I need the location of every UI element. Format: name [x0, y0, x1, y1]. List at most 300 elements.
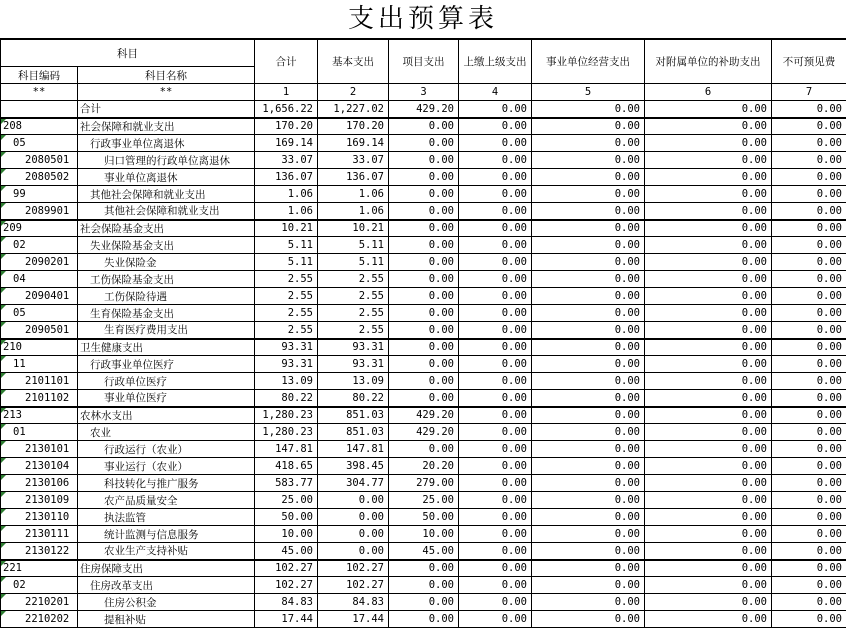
amount-cell[interactable]: 0.00 [532, 356, 645, 373]
table-row[interactable] [1, 492, 846, 509]
amount-cell[interactable]: 84.83 [318, 594, 389, 611]
amount-cell[interactable]: 0.00 [459, 322, 532, 339]
amount-cell[interactable]: 0.00 [645, 220, 772, 237]
subject-name-cell[interactable]: 执法监管 [78, 509, 255, 526]
amount-cell[interactable]: 0.00 [389, 560, 459, 577]
amount-cell[interactable]: 0.00 [532, 288, 645, 305]
table-row[interactable] [1, 322, 846, 339]
amount-cell[interactable]: 0.00 [772, 458, 846, 475]
amount-cell[interactable]: 0.00 [772, 611, 846, 628]
amount-cell[interactable]: 0.00 [459, 135, 532, 152]
amount-cell[interactable]: 5.11 [318, 237, 389, 254]
subject-name-cell[interactable]: 工伤保险待遇 [78, 288, 255, 305]
amount-cell[interactable]: 0.00 [645, 169, 772, 186]
amount-cell[interactable]: 0.00 [459, 186, 532, 203]
table-row[interactable] [1, 305, 846, 322]
table-row[interactable] [1, 577, 846, 594]
amount-cell[interactable]: 429.20 [389, 101, 459, 118]
amount-cell[interactable]: 0.00 [459, 458, 532, 475]
subject-code-cell[interactable] [1, 220, 78, 237]
amount-cell[interactable]: 0.00 [532, 509, 645, 526]
amount-cell[interactable]: 0.00 [459, 118, 532, 135]
amount-cell[interactable]: 17.44 [255, 611, 318, 628]
amount-cell[interactable]: 0.00 [389, 305, 459, 322]
subject-name-cell[interactable]: 统计监测与信息服务 [78, 526, 255, 543]
amount-cell[interactable]: 10.00 [255, 526, 318, 543]
amount-cell[interactable]: 0.00 [459, 305, 532, 322]
amount-cell[interactable]: 0.00 [389, 203, 459, 220]
amount-cell[interactable]: 0.00 [532, 152, 645, 169]
amount-cell[interactable]: 0.00 [389, 390, 459, 407]
amount-cell[interactable]: 0.00 [532, 237, 645, 254]
amount-cell[interactable]: 0.00 [645, 305, 772, 322]
amount-cell[interactable]: 102.27 [318, 560, 389, 577]
amount-cell[interactable]: 2.55 [318, 322, 389, 339]
subject-code-cell[interactable] [1, 152, 78, 169]
table-row[interactable] [1, 135, 846, 152]
amount-cell[interactable]: 0.00 [772, 441, 846, 458]
subject-code-cell[interactable] [1, 373, 78, 390]
table-row[interactable] [1, 101, 846, 118]
amount-cell[interactable]: 0.00 [772, 577, 846, 594]
amount-cell[interactable]: 0.00 [532, 594, 645, 611]
amount-cell[interactable]: 0.00 [645, 475, 772, 492]
amount-cell[interactable]: 1,656.22 [255, 101, 318, 118]
amount-cell[interactable]: 13.09 [318, 373, 389, 390]
subject-name-cell[interactable]: 农产品质量安全 [78, 492, 255, 509]
amount-cell[interactable]: 0.00 [459, 526, 532, 543]
amount-cell[interactable]: 2.55 [255, 322, 318, 339]
amount-cell[interactable]: 0.00 [532, 475, 645, 492]
amount-cell[interactable]: 0.00 [645, 288, 772, 305]
amount-cell[interactable]: 0.00 [772, 203, 846, 220]
subject-name-cell[interactable]: 生育医疗费用支出 [78, 322, 255, 339]
subject-code-cell[interactable] [1, 186, 78, 203]
amount-cell[interactable]: 0.00 [645, 356, 772, 373]
amount-cell[interactable]: 0.00 [459, 543, 532, 560]
amount-cell[interactable]: 0.00 [772, 543, 846, 560]
subject-name-cell[interactable]: 住房公积金 [78, 594, 255, 611]
amount-cell[interactable]: 0.00 [459, 203, 532, 220]
subject-code-cell[interactable] [1, 492, 78, 509]
table-row[interactable] [1, 526, 846, 543]
subject-name-cell[interactable]: 工伤保险基金支出 [78, 271, 255, 288]
amount-cell[interactable]: 0.00 [532, 560, 645, 577]
table-row[interactable] [1, 339, 846, 356]
amount-cell[interactable]: 25.00 [389, 492, 459, 509]
amount-cell[interactable]: 0.00 [645, 441, 772, 458]
amount-cell[interactable]: 136.07 [255, 169, 318, 186]
subject-name-cell[interactable]: 生育保险基金支出 [78, 305, 255, 322]
table-row[interactable] [1, 594, 846, 611]
amount-cell[interactable]: 0.00 [459, 492, 532, 509]
table-row[interactable] [1, 237, 846, 254]
subject-code-cell[interactable] [1, 271, 78, 288]
subject-name-cell[interactable]: 社会保险基金支出 [78, 220, 255, 237]
amount-cell[interactable]: 0.00 [532, 118, 645, 135]
amount-cell[interactable]: 0.00 [389, 220, 459, 237]
amount-cell[interactable]: 0.00 [389, 339, 459, 356]
amount-cell[interactable]: 20.20 [389, 458, 459, 475]
amount-cell[interactable]: 0.00 [772, 271, 846, 288]
amount-cell[interactable]: 0.00 [389, 186, 459, 203]
amount-cell[interactable]: 851.03 [318, 424, 389, 441]
amount-cell[interactable]: 0.00 [772, 475, 846, 492]
amount-cell[interactable]: 0.00 [459, 339, 532, 356]
subject-name-cell[interactable]: 事业运行（农业） [78, 458, 255, 475]
amount-cell[interactable]: 2.55 [318, 305, 389, 322]
amount-cell[interactable]: 0.00 [459, 220, 532, 237]
amount-cell[interactable]: 0.00 [532, 101, 645, 118]
amount-cell[interactable]: 0.00 [459, 237, 532, 254]
amount-cell[interactable]: 0.00 [532, 390, 645, 407]
subject-name-cell[interactable]: 事业单位离退休 [78, 169, 255, 186]
subject-name-cell[interactable]: 失业保险基金支出 [78, 237, 255, 254]
amount-cell[interactable]: 0.00 [389, 577, 459, 594]
amount-cell[interactable]: 0.00 [645, 322, 772, 339]
table-row[interactable] [1, 458, 846, 475]
subject-name-cell[interactable]: 行政事业单位医疗 [78, 356, 255, 373]
amount-cell[interactable]: 45.00 [255, 543, 318, 560]
amount-cell[interactable]: 5.11 [255, 254, 318, 271]
subject-name-cell[interactable]: 住房改革支出 [78, 577, 255, 594]
amount-cell[interactable]: 93.31 [318, 339, 389, 356]
table-row[interactable] [1, 271, 846, 288]
subject-name-cell[interactable]: 农业 [78, 424, 255, 441]
table-row[interactable] [1, 407, 846, 424]
amount-cell[interactable]: 0.00 [772, 509, 846, 526]
amount-cell[interactable]: 13.09 [255, 373, 318, 390]
amount-cell[interactable]: 0.00 [459, 288, 532, 305]
subject-code-cell[interactable] [1, 594, 78, 611]
amount-cell[interactable]: 0.00 [459, 152, 532, 169]
amount-cell[interactable]: 0.00 [645, 135, 772, 152]
subject-name-cell[interactable]: 科技转化与推广服务 [78, 475, 255, 492]
amount-cell[interactable]: 0.00 [772, 526, 846, 543]
amount-cell[interactable]: 0.00 [318, 492, 389, 509]
amount-cell[interactable]: 0.00 [532, 203, 645, 220]
amount-cell[interactable]: 0.00 [532, 407, 645, 424]
amount-cell[interactable]: 0.00 [645, 458, 772, 475]
subject-code-cell[interactable] [1, 101, 78, 118]
table-row[interactable] [1, 373, 846, 390]
amount-cell[interactable]: 0.00 [645, 407, 772, 424]
subject-name-cell[interactable]: 行政事业单位离退休 [78, 135, 255, 152]
amount-cell[interactable]: 0.00 [532, 543, 645, 560]
table-row[interactable] [1, 186, 846, 203]
amount-cell[interactable]: 50.00 [255, 509, 318, 526]
amount-cell[interactable]: 2.55 [255, 271, 318, 288]
amount-cell[interactable]: 93.31 [255, 339, 318, 356]
amount-cell[interactable]: 0.00 [318, 526, 389, 543]
amount-cell[interactable]: 0.00 [645, 152, 772, 169]
amount-cell[interactable]: 2.55 [255, 305, 318, 322]
amount-cell[interactable]: 0.00 [772, 373, 846, 390]
amount-cell[interactable]: 10.21 [255, 220, 318, 237]
amount-cell[interactable]: 0.00 [318, 543, 389, 560]
amount-cell[interactable]: 0.00 [532, 135, 645, 152]
amount-cell[interactable]: 0.00 [645, 101, 772, 118]
amount-cell[interactable]: 33.07 [255, 152, 318, 169]
amount-cell[interactable]: 0.00 [645, 271, 772, 288]
amount-cell[interactable]: 0.00 [645, 186, 772, 203]
amount-cell[interactable]: 0.00 [532, 322, 645, 339]
header-code[interactable]: 科目编码 [1, 67, 78, 84]
amount-cell[interactable]: 102.27 [318, 577, 389, 594]
amount-cell[interactable]: 0.00 [532, 169, 645, 186]
amount-cell[interactable]: 0.00 [772, 424, 846, 441]
subject-name-cell[interactable]: 其他社会保障和就业支出 [78, 203, 255, 220]
table-row[interactable] [1, 441, 846, 458]
amount-cell[interactable]: 93.31 [318, 356, 389, 373]
subject-name-cell[interactable]: 行政单位医疗 [78, 373, 255, 390]
table-row[interactable] [1, 509, 846, 526]
amount-cell[interactable]: 102.27 [255, 560, 318, 577]
table-row[interactable] [1, 288, 846, 305]
amount-cell[interactable]: 2.55 [318, 288, 389, 305]
subject-code-cell[interactable] [1, 135, 78, 152]
subject-code-cell[interactable] [1, 560, 78, 577]
subject-code-cell[interactable] [1, 424, 78, 441]
amount-cell[interactable]: 0.00 [532, 254, 645, 271]
amount-cell[interactable]: 0.00 [318, 509, 389, 526]
amount-cell[interactable]: 0.00 [772, 135, 846, 152]
amount-cell[interactable]: 25.00 [255, 492, 318, 509]
amount-cell[interactable]: 0.00 [532, 424, 645, 441]
amount-cell[interactable]: 102.27 [255, 577, 318, 594]
subject-code-cell[interactable] [1, 118, 78, 135]
amount-cell[interactable]: 0.00 [389, 237, 459, 254]
amount-cell[interactable]: 0.00 [645, 560, 772, 577]
amount-cell[interactable]: 0.00 [772, 356, 846, 373]
table-row[interactable] [1, 560, 846, 577]
amount-cell[interactable]: 0.00 [459, 101, 532, 118]
subject-name-cell[interactable]: 失业保险金 [78, 254, 255, 271]
amount-cell[interactable]: 50.00 [389, 509, 459, 526]
amount-cell[interactable]: 0.00 [645, 237, 772, 254]
amount-cell[interactable]: 418.65 [255, 458, 318, 475]
amount-cell[interactable]: 0.00 [532, 186, 645, 203]
subject-code-cell[interactable] [1, 339, 78, 356]
subject-code-cell[interactable] [1, 407, 78, 424]
amount-cell[interactable]: 169.14 [318, 135, 389, 152]
table-row[interactable] [1, 118, 846, 135]
subject-code-cell[interactable] [1, 390, 78, 407]
amount-cell[interactable]: 0.00 [532, 611, 645, 628]
amount-cell[interactable]: 0.00 [532, 305, 645, 322]
amount-cell[interactable]: 1.06 [255, 186, 318, 203]
table-row[interactable] [1, 390, 846, 407]
table-row[interactable] [1, 424, 846, 441]
amount-cell[interactable]: 80.22 [318, 390, 389, 407]
subject-name-cell[interactable]: 农林水支出 [78, 407, 255, 424]
amount-cell[interactable]: 0.00 [645, 339, 772, 356]
amount-cell[interactable]: 0.00 [645, 203, 772, 220]
amount-cell[interactable]: 1,280.23 [255, 407, 318, 424]
amount-cell[interactable]: 0.00 [459, 594, 532, 611]
table-row[interactable] [1, 543, 846, 560]
subject-code-cell[interactable] [1, 441, 78, 458]
table-row[interactable] [1, 203, 846, 220]
subject-code-cell[interactable] [1, 458, 78, 475]
header-upper[interactable]: 上缴上级支出 [459, 40, 532, 84]
amount-cell[interactable]: 0.00 [532, 458, 645, 475]
amount-cell[interactable]: 0.00 [389, 322, 459, 339]
amount-cell[interactable]: 0.00 [645, 611, 772, 628]
subject-code-cell[interactable] [1, 237, 78, 254]
subject-name-cell[interactable]: 行政运行（农业） [78, 441, 255, 458]
amount-cell[interactable]: 0.00 [532, 339, 645, 356]
amount-cell[interactable]: 5.11 [255, 237, 318, 254]
header-subsidy[interactable]: 对附属单位的补助支出 [645, 40, 772, 84]
amount-cell[interactable]: 0.00 [532, 373, 645, 390]
amount-cell[interactable]: 0.00 [645, 543, 772, 560]
subject-code-cell[interactable] [1, 305, 78, 322]
amount-cell[interactable]: 0.00 [772, 492, 846, 509]
table-row[interactable] [1, 169, 846, 186]
amount-cell[interactable]: 0.00 [772, 407, 846, 424]
amount-cell[interactable]: 0.00 [389, 288, 459, 305]
subject-name-cell[interactable]: 事业单位医疗 [78, 390, 255, 407]
amount-cell[interactable]: 84.83 [255, 594, 318, 611]
amount-cell[interactable]: 10.21 [318, 220, 389, 237]
amount-cell[interactable]: 0.00 [532, 577, 645, 594]
subject-name-cell[interactable]: 社会保障和就业支出 [78, 118, 255, 135]
amount-cell[interactable]: 0.00 [389, 254, 459, 271]
amount-cell[interactable]: 429.20 [389, 407, 459, 424]
subject-name-cell[interactable]: 提租补贴 [78, 611, 255, 628]
amount-cell[interactable]: 0.00 [459, 390, 532, 407]
amount-cell[interactable]: 170.20 [255, 118, 318, 135]
amount-cell[interactable]: 0.00 [532, 492, 645, 509]
subject-name-cell[interactable]: 卫生健康支出 [78, 339, 255, 356]
amount-cell[interactable]: 279.00 [389, 475, 459, 492]
amount-cell[interactable]: 0.00 [459, 509, 532, 526]
amount-cell[interactable]: 0.00 [772, 169, 846, 186]
amount-cell[interactable]: 0.00 [645, 492, 772, 509]
amount-cell[interactable]: 0.00 [459, 407, 532, 424]
amount-cell[interactable]: 0.00 [772, 220, 846, 237]
amount-cell[interactable]: 1.06 [318, 186, 389, 203]
subject-code-cell[interactable] [1, 322, 78, 339]
amount-cell[interactable]: 1.06 [255, 203, 318, 220]
header-project[interactable]: 项目支出 [389, 40, 459, 84]
amount-cell[interactable]: 0.00 [389, 169, 459, 186]
header-name[interactable]: 科目名称 [78, 67, 255, 84]
amount-cell[interactable]: 0.00 [645, 373, 772, 390]
amount-cell[interactable]: 583.77 [255, 475, 318, 492]
amount-cell[interactable]: 0.00 [459, 271, 532, 288]
amount-cell[interactable]: 2.55 [255, 288, 318, 305]
subject-name-cell[interactable]: 其他社会保障和就业支出 [78, 186, 255, 203]
amount-cell[interactable]: 0.00 [459, 441, 532, 458]
amount-cell[interactable]: 0.00 [459, 356, 532, 373]
amount-cell[interactable]: 10.00 [389, 526, 459, 543]
amount-cell[interactable]: 0.00 [772, 390, 846, 407]
subject-code-cell[interactable] [1, 509, 78, 526]
amount-cell[interactable]: 0.00 [772, 322, 846, 339]
amount-cell[interactable]: 0.00 [532, 271, 645, 288]
amount-cell[interactable]: 851.03 [318, 407, 389, 424]
subject-code-cell[interactable] [1, 475, 78, 492]
amount-cell[interactable]: 429.20 [389, 424, 459, 441]
header-operating[interactable]: 事业单位经营支出 [532, 40, 645, 84]
subject-name-cell[interactable]: 住房保障支出 [78, 560, 255, 577]
header-basic[interactable]: 基本支出 [318, 40, 389, 84]
table-row[interactable] [1, 254, 846, 271]
amount-cell[interactable]: 5.11 [318, 254, 389, 271]
amount-cell[interactable]: 0.00 [772, 560, 846, 577]
amount-cell[interactable]: 1.06 [318, 203, 389, 220]
amount-cell[interactable]: 0.00 [645, 594, 772, 611]
amount-cell[interactable]: 0.00 [532, 220, 645, 237]
amount-cell[interactable]: 33.07 [318, 152, 389, 169]
amount-cell[interactable]: 17.44 [318, 611, 389, 628]
amount-cell[interactable]: 398.45 [318, 458, 389, 475]
amount-cell[interactable]: 0.00 [645, 424, 772, 441]
amount-cell[interactable]: 0.00 [532, 526, 645, 543]
amount-cell[interactable]: 1,280.23 [255, 424, 318, 441]
amount-cell[interactable]: 0.00 [389, 135, 459, 152]
amount-cell[interactable]: 0.00 [459, 475, 532, 492]
amount-cell[interactable]: 0.00 [459, 611, 532, 628]
amount-cell[interactable]: 0.00 [772, 118, 846, 135]
amount-cell[interactable]: 45.00 [389, 543, 459, 560]
amount-cell[interactable]: 93.31 [255, 356, 318, 373]
amount-cell[interactable]: 0.00 [772, 101, 846, 118]
table-row[interactable] [1, 475, 846, 492]
table-row[interactable] [1, 356, 846, 373]
amount-cell[interactable]: 0.00 [772, 339, 846, 356]
subject-code-cell[interactable] [1, 169, 78, 186]
amount-cell[interactable]: 0.00 [645, 390, 772, 407]
amount-cell[interactable]: 0.00 [645, 118, 772, 135]
subject-code-cell[interactable] [1, 577, 78, 594]
amount-cell[interactable]: 304.77 [318, 475, 389, 492]
table-row[interactable] [1, 220, 846, 237]
amount-cell[interactable]: 0.00 [772, 186, 846, 203]
subject-code-cell[interactable] [1, 356, 78, 373]
amount-cell[interactable]: 0.00 [459, 254, 532, 271]
amount-cell[interactable]: 169.14 [255, 135, 318, 152]
amount-cell[interactable]: 170.20 [318, 118, 389, 135]
amount-cell[interactable]: 0.00 [459, 560, 532, 577]
amount-cell[interactable]: 1,227.02 [318, 101, 389, 118]
amount-cell[interactable]: 0.00 [645, 577, 772, 594]
amount-cell[interactable]: 0.00 [459, 373, 532, 390]
subject-code-cell[interactable] [1, 543, 78, 560]
amount-cell[interactable]: 0.00 [772, 288, 846, 305]
subject-code-cell[interactable] [1, 254, 78, 271]
subject-code-cell[interactable] [1, 203, 78, 220]
amount-cell[interactable]: 0.00 [389, 356, 459, 373]
amount-cell[interactable]: 0.00 [645, 526, 772, 543]
subject-code-cell[interactable] [1, 288, 78, 305]
amount-cell[interactable]: 0.00 [772, 152, 846, 169]
amount-cell[interactable]: 0.00 [772, 305, 846, 322]
amount-cell[interactable]: 147.81 [318, 441, 389, 458]
amount-cell[interactable]: 80.22 [255, 390, 318, 407]
amount-cell[interactable]: 0.00 [389, 373, 459, 390]
subject-name-cell[interactable]: 农业生产支持补贴 [78, 543, 255, 560]
subject-name-cell[interactable]: 归口管理的行政单位离退休 [78, 152, 255, 169]
amount-cell[interactable]: 136.07 [318, 169, 389, 186]
amount-cell[interactable]: 0.00 [389, 152, 459, 169]
amount-cell[interactable]: 0.00 [532, 441, 645, 458]
header-reserve[interactable]: 不可预见费 [772, 40, 846, 84]
amount-cell[interactable]: 0.00 [389, 271, 459, 288]
amount-cell[interactable]: 0.00 [389, 611, 459, 628]
